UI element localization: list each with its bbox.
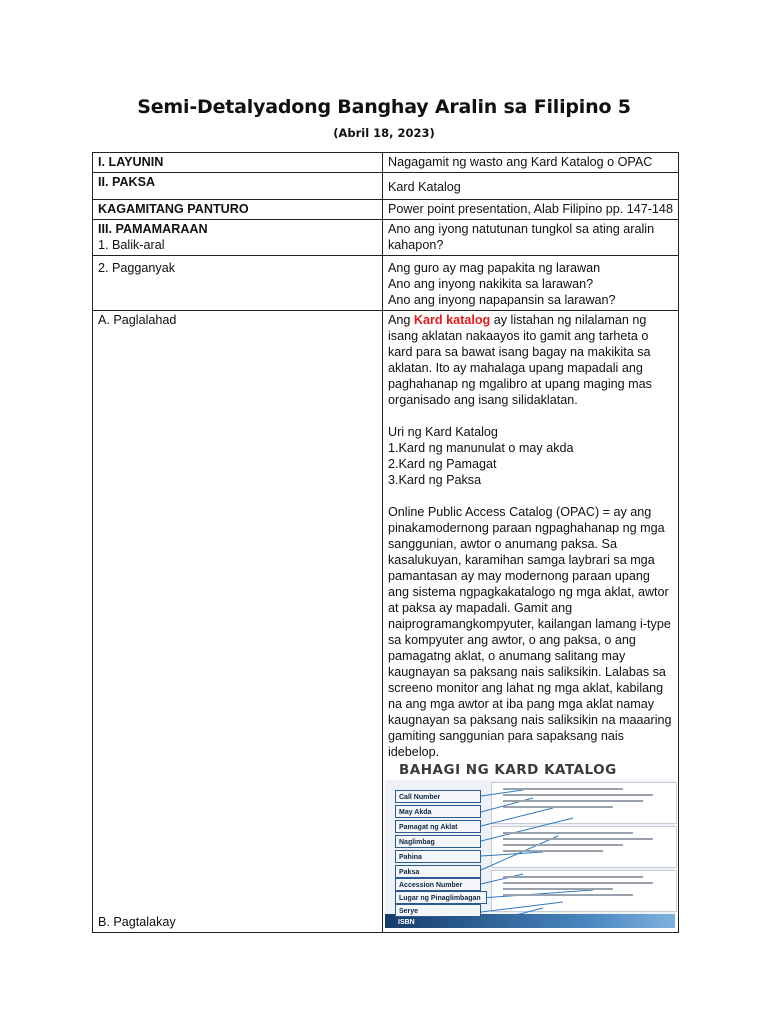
pagtalakay-label: B. Pagtalakay [98,915,176,929]
kagamitan-label: KAGAMITANG PANTURO [93,200,383,220]
pagganyak-line-1: Ang guro ay mag papakita ng larawan [388,261,601,275]
balik-aral-label: 1. Balik-aral [98,238,165,252]
kagamitan-value: Power point presentation, Alab Filipino pp. 147-148 [383,200,679,220]
lesson-plan-table [92,152,679,933]
definition-rest: ay listahan ng nilalaman ng isang aklatan nakaayos ito gamit ang tarheta o kard para sa bawat isang bagay na makikita sa aklatan. Ito ay mahalaga upang mapadali ang paghahanap ng mgalibro at upang maging mas organisado ang isang silidaklatan. [388,313,652,407]
kard-katalog-highlight: Kard katalog [413,313,491,327]
uri-item-3: 3.Kard ng Paksa [388,473,482,487]
catalog-label: Serye [395,904,481,917]
table-row [93,200,679,220]
catalog-label: ISBN [398,919,415,926]
catalog-label: May Akda [395,805,481,818]
kard-katalog-definition [388,312,673,408]
balik-aral-value: Ano ang iyong natutunan tungkol sa ating aralin kahapon? [383,220,679,256]
catalog-label: Lugar ng Pinaglimbagan [395,891,487,904]
paksa-value-text: Kard Katalog [388,180,461,194]
layunin-label: I. LAYUNIN [93,153,383,173]
catalog-label: Naglimbag [395,835,481,848]
definition-prefix: Ang [388,313,414,327]
paksa-value [383,173,679,200]
pagganyak-label-text: 2. Pagganyak [98,261,176,275]
pagganyak-label [93,256,383,311]
uri-item-2: 2.Kard ng Pamagat [388,457,497,471]
paglalahad-label: A. Paglalahad [98,313,177,327]
table-row [93,173,679,200]
table-row [93,311,679,933]
catalog-label: Paksa [395,865,481,878]
table-row [93,220,679,256]
catalog-label: Accession Number [395,878,481,891]
catalog-diagram-title: BAHAGI NG KARD KATALOG [399,762,617,778]
catalog-label: Call Number [395,790,481,803]
pamamaraan-cell [93,220,383,256]
document-date: (Abril 18, 2023) [333,126,435,140]
pagganyak-line-3: Ano ang inyong napapansin sa larawan? [388,293,616,307]
pamamaraan-label: III. PAMAMARAAN [98,222,208,236]
uri-heading: Uri ng Kard Katalog [388,425,498,439]
paglalahad-cell [93,311,383,933]
paglalahad-value [383,311,679,933]
pagganyak-value [383,256,679,311]
catalog-label: Pamagat ng Aklat [395,820,481,833]
table-row [93,153,679,173]
document-title: Semi-Detalyadong Banghay Aralin sa Filipino 5 [137,96,631,118]
card-catalog-diagram [383,762,675,930]
opac-paragraph: Online Public Access Catalog (OPAC) = ay ang pinakamodernong paraan ngpaghahanap ng mga sanggunian, awtor o anumang paksa. Sa kasalukuyan, karamihan samga laybrari sa mga pamantasan ay may modernong paraan upang ang sistema ngpagkakatalogo ng mga aklat, awtor at paksa ay mapadali. Gamit ang naiprogramangkompyuter, kailangan lamang i-type sa kompyuter ang awtor, o ang paksa, o ang pamagatng aklat, o anumang salitang may kaugnayan sa paksang nais saliksikin. Lalabas sa screeno monitor ang lahat ng mga aklat, kabilang na ang mga awtor at iba pang mga aklat namay kaugnayan sa paksang nais saliksikin na maaaring gamiting sanggunian para sapaksang nais idebelop. [388,505,672,759]
paksa-label: II. PAKSA [93,173,383,200]
table-row [93,256,679,311]
layunin-value: Nagagamit ng wasto ang Kard Katalog o OPAC [383,153,679,173]
uri-item-1: 1.Kard ng manunulat o may akda [388,441,574,455]
catalog-label: Pahina [395,850,481,863]
pagganyak-line-2: Ano ang inyong nakikita sa larawan? [388,277,594,291]
